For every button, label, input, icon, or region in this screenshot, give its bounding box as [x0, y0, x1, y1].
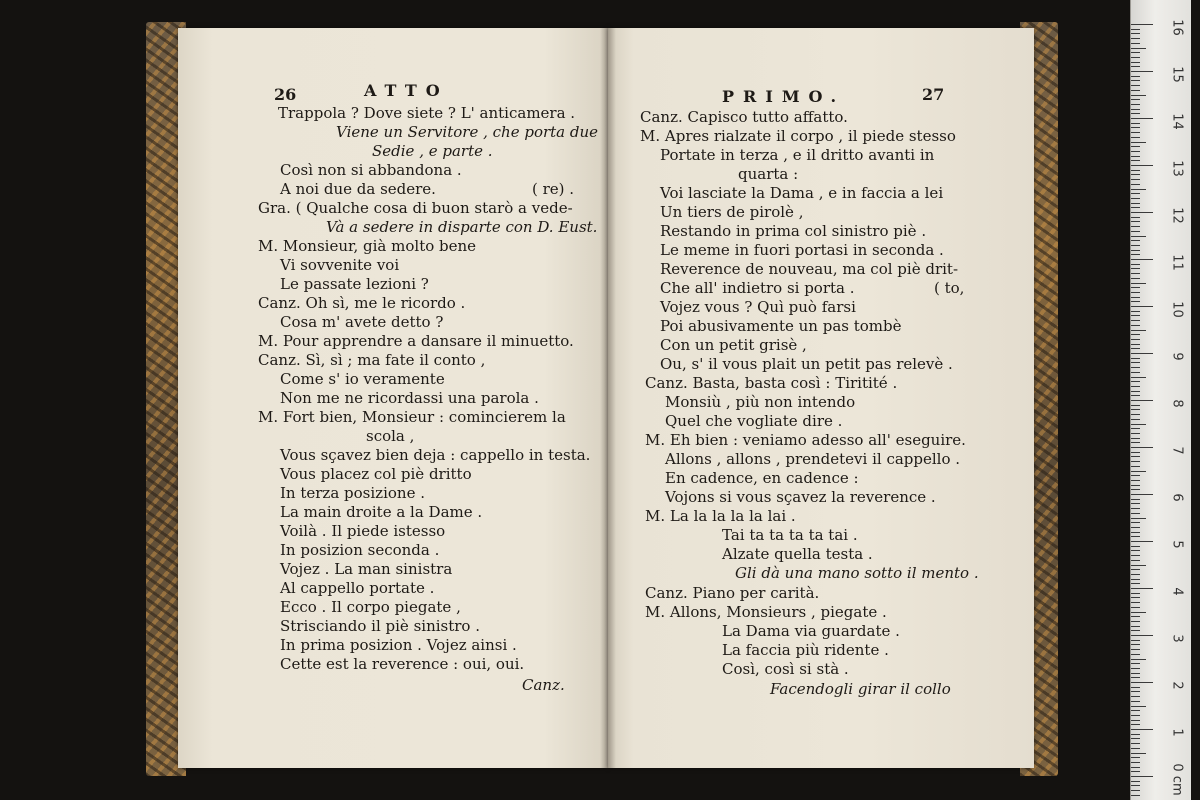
ruler-tick	[1131, 198, 1140, 199]
ruler-tick	[1131, 447, 1153, 448]
ruler-tick	[1131, 259, 1153, 260]
ruler-tick	[1131, 76, 1140, 77]
ruler-tick	[1131, 480, 1140, 481]
ruler-tick	[1131, 344, 1140, 345]
ruler-tick	[1131, 715, 1140, 716]
right_page-line-4: quarta :	[738, 165, 799, 183]
ruler-number: 8	[1169, 399, 1185, 408]
ruler-tick	[1131, 137, 1140, 138]
ruler-tick	[1131, 400, 1153, 401]
ruler-tick	[1131, 757, 1140, 758]
ruler-tick	[1131, 38, 1140, 39]
ruler-tick	[1131, 489, 1140, 490]
right_page-line-6: Un tiers de pirolè ,	[660, 203, 804, 221]
ruler-tick	[1131, 240, 1140, 241]
right_page-line-20: Allons , allons , prendetevi il cappello .	[665, 450, 961, 468]
left_page-line-23: La main droite a la Dame .	[280, 503, 483, 521]
ruler-tick	[1131, 428, 1140, 429]
left_page-line-6: ( re) .	[532, 180, 575, 198]
ruler-tick	[1131, 85, 1140, 86]
ruler-tick	[1131, 673, 1140, 674]
ruler-tick	[1131, 635, 1153, 636]
ruler-tick	[1131, 212, 1153, 213]
right_page-line-9: Reverence de nouveau, ma col piè drit-	[660, 260, 959, 278]
ruler-tick	[1131, 781, 1140, 782]
right-running-head: PRIMO.	[722, 87, 846, 106]
left_page-line-4: Così non si abbandona .	[280, 161, 462, 179]
left_page-line-21: Vous placez col piè dritto	[280, 465, 472, 483]
ruler-tick	[1131, 207, 1140, 208]
ruler-tick	[1131, 499, 1140, 500]
ruler-tick	[1131, 720, 1140, 721]
ruler-tick	[1131, 24, 1153, 25]
ruler-tick	[1131, 66, 1140, 67]
ruler-tick	[1131, 776, 1153, 777]
ruler-tick	[1131, 231, 1140, 232]
ruler-tick	[1131, 264, 1140, 265]
left_page-line-31: Cette est la reverence : oui, oui.	[280, 655, 525, 673]
ruler-tick	[1131, 405, 1140, 406]
ruler-tick	[1131, 574, 1140, 575]
left_page-line-7: Gra. ( Qualche cosa di buon starò a vede-	[258, 199, 573, 217]
left_page-line-18: M. Fort bien, Monsieur : comincierem la	[258, 408, 566, 426]
ruler-tick	[1131, 170, 1140, 171]
ruler-tick	[1131, 414, 1140, 415]
ruler-tick	[1131, 753, 1146, 754]
left_page-line-29: Strisciando il piè sinistro .	[280, 617, 480, 635]
left_page-line-25: In posizion seconda .	[280, 541, 440, 559]
ruler-tick	[1131, 301, 1140, 302]
ruler-tick	[1131, 254, 1140, 255]
ruler-number: 6	[1169, 493, 1185, 502]
ruler-tick	[1131, 790, 1140, 791]
ruler-tick	[1131, 52, 1140, 53]
ruler-tick	[1131, 696, 1140, 697]
right_page-line-1: Canz. Capisco tutto affatto.	[640, 108, 848, 126]
ruler-tick	[1131, 485, 1140, 486]
right_page-line-19: M. Eh bien : veniamo adesso all' eseguire.	[645, 431, 966, 449]
ruler-tick	[1131, 325, 1140, 326]
right_page-line-25: Alzate quella testa .	[722, 545, 873, 563]
ruler-tick	[1131, 189, 1146, 190]
ruler-tick	[1131, 452, 1140, 453]
ruler-tick	[1131, 738, 1140, 739]
ruler-tick	[1131, 560, 1140, 561]
left_page-line-5: A noi due da sedere.	[280, 180, 436, 198]
right_page-line-23: M. La la la la la lai .	[645, 507, 796, 525]
ruler-tick	[1131, 268, 1140, 269]
ruler-tick	[1131, 555, 1140, 556]
ruler-tick	[1131, 503, 1140, 504]
left_page-line-32: Canz.	[522, 676, 565, 694]
left_page-line-15: Canz. Sì, sì ; ma fate il conto ,	[258, 351, 486, 369]
ruler-tick	[1131, 607, 1140, 608]
ruler-tick	[1131, 193, 1140, 194]
ruler-tick	[1131, 127, 1140, 128]
ruler-tick	[1131, 297, 1140, 298]
ruler-tick	[1131, 118, 1153, 119]
ruler-tick	[1131, 771, 1140, 772]
ruler-tick	[1131, 236, 1146, 237]
ruler-tick	[1131, 358, 1140, 359]
ruler-number: 1	[1169, 728, 1185, 737]
ruler-tick	[1131, 132, 1140, 133]
ruler-tick	[1131, 579, 1140, 580]
ruler-tick	[1131, 518, 1146, 519]
ruler-tick	[1131, 630, 1140, 631]
right_page-line-12: Vojez vous ? Quì può farsi	[660, 298, 856, 316]
right_page-line-28: M. Allons, Monsieurs , piegate .	[645, 603, 887, 621]
ruler-tick	[1131, 109, 1140, 110]
ruler-number: 10	[1169, 301, 1185, 318]
ruler-number: 11	[1169, 254, 1185, 271]
right_page-line-17: Monsiù , più non intendo	[665, 393, 856, 411]
ruler-tick	[1131, 156, 1140, 157]
ruler-tick	[1131, 565, 1146, 566]
left-running-head: ATTO	[364, 81, 449, 100]
ruler-tick	[1131, 306, 1153, 307]
right_page-line-27: Canz. Piano per carità.	[645, 584, 820, 602]
right_page-line-10: Che all' indietro si porta .	[660, 279, 855, 297]
left_page-line-2: Viene un Servitore , che porta due	[336, 123, 599, 141]
ruler-tick	[1131, 43, 1140, 44]
right_page-line-22: Vojons si vous sçavez la reverence .	[665, 488, 936, 506]
right-page-number: 27	[922, 85, 945, 104]
right_page-line-14: Con un petit grisè ,	[660, 336, 807, 354]
ruler-tick	[1131, 278, 1140, 279]
ruler-tick	[1131, 292, 1140, 293]
ruler-tick	[1131, 461, 1140, 462]
ruler-tick	[1131, 123, 1140, 124]
ruler-tick	[1131, 527, 1140, 528]
left_page-line-10: Vi sovvenite voi	[280, 256, 400, 274]
ruler-tick	[1131, 687, 1140, 688]
left_page-line-30: In prima posizion . Vojez ainsi .	[280, 636, 517, 654]
ruler-tick	[1131, 541, 1153, 542]
ruler-tick	[1131, 471, 1146, 472]
ruler-tick	[1131, 62, 1140, 63]
ruler-tick	[1131, 663, 1140, 664]
ruler-tick	[1131, 649, 1140, 650]
ruler-tick	[1131, 395, 1140, 396]
ruler-tick	[1131, 640, 1140, 641]
ruler-tick	[1131, 217, 1140, 218]
ruler-tick	[1131, 95, 1146, 96]
ruler-tick	[1131, 386, 1140, 387]
ruler-tick	[1131, 602, 1140, 603]
ruler-number: 2	[1169, 681, 1185, 690]
left-page-number: 26	[274, 85, 297, 104]
ruler-tick	[1131, 569, 1140, 570]
ruler-tick	[1131, 691, 1140, 692]
ruler-tick	[1131, 80, 1140, 81]
ruler-tick	[1131, 494, 1153, 495]
left_page-line-22: In terza posizione .	[280, 484, 425, 502]
ruler-tick	[1131, 466, 1140, 467]
ruler-tick	[1131, 616, 1140, 617]
ruler-number: 15	[1169, 66, 1185, 83]
right_page-line-13: Poi abusivamente un pas tombè	[660, 317, 902, 335]
right_page-line-32: Facendogli girar il collo	[770, 680, 951, 698]
left_page-line-28: Ecco . Il corpo piegate ,	[280, 598, 461, 616]
ruler-tick	[1131, 99, 1140, 100]
ruler-tick	[1131, 659, 1146, 660]
right_page-line-21: En cadence, en cadence :	[665, 469, 859, 487]
ruler-tick	[1131, 174, 1140, 175]
ruler-tick	[1131, 160, 1140, 161]
ruler-number: 7	[1169, 446, 1185, 455]
ruler-tick	[1131, 513, 1140, 514]
left_page-line-16: Come s' io veramente	[280, 370, 445, 388]
right_page-line-26: Gli dà una mano sotto il mento .	[735, 564, 979, 582]
ruler-tick	[1131, 113, 1140, 114]
ruler-tick	[1131, 320, 1140, 321]
ruler-tick	[1131, 710, 1140, 711]
ruler-tick	[1131, 522, 1140, 523]
ruler-number: 0 cm	[1169, 763, 1185, 796]
ruler-tick	[1131, 626, 1140, 627]
ruler-tick	[1131, 785, 1140, 786]
ruler-tick	[1131, 475, 1140, 476]
right_page-line-18: Quel che vogliate dire .	[665, 412, 843, 430]
left_page-line-11: Le passate lezioni ?	[280, 275, 429, 293]
ruler-tick	[1131, 273, 1140, 274]
ruler-tick	[1131, 767, 1140, 768]
ruler-tick	[1131, 550, 1140, 551]
right_page-line-16: Canz. Basta, basta così : Tiritité .	[645, 374, 898, 392]
ruler-tick	[1131, 104, 1140, 105]
ruler-tick	[1131, 588, 1153, 589]
ruler-tick	[1131, 677, 1140, 678]
right_page-line-31: Così, così si stà .	[722, 660, 849, 678]
ruler-tick	[1131, 442, 1140, 443]
ruler-tick	[1131, 546, 1140, 547]
ruler-tick	[1131, 377, 1146, 378]
ruler-tick	[1131, 381, 1140, 382]
ruler-tick	[1131, 90, 1140, 91]
ruler-number: 4	[1169, 587, 1185, 596]
ruler-tick	[1131, 701, 1140, 702]
left_page-line-17: Non me ne ricordassi una parola .	[280, 389, 539, 407]
ruler-tick	[1131, 57, 1140, 58]
ruler-tick	[1131, 71, 1153, 72]
ruler-tick	[1131, 146, 1140, 147]
ruler-number: 12	[1169, 207, 1185, 224]
right_page-line-7: Restando in prima col sinistro piè .	[660, 222, 927, 240]
ruler-tick	[1131, 795, 1140, 796]
ruler-tick	[1131, 362, 1140, 363]
ruler-tick	[1131, 33, 1140, 34]
ruler-tick	[1131, 597, 1140, 598]
right_page-line-15: Ou, s' il vous plait un petit pas relevè .	[660, 355, 953, 373]
ruler-tick	[1131, 48, 1146, 49]
ruler-number: 14	[1169, 113, 1185, 130]
ruler-tick	[1131, 424, 1146, 425]
ruler-tick	[1131, 353, 1153, 354]
left_page-line-26: Vojez . La man sinistra	[280, 560, 453, 578]
ruler-tick	[1131, 29, 1140, 30]
book-gutter	[600, 28, 616, 768]
ruler-tick	[1131, 330, 1146, 331]
right_page-line-11: ( to,	[934, 279, 965, 297]
ruler-tick	[1131, 221, 1140, 222]
ruler-tick	[1131, 348, 1140, 349]
ruler-tick	[1131, 245, 1140, 246]
ruler-tick	[1131, 734, 1140, 735]
ruler-tick	[1131, 621, 1140, 622]
ruler-tick	[1131, 536, 1140, 537]
ruler-number: 3	[1169, 634, 1185, 643]
ruler-tick	[1131, 315, 1140, 316]
right_page-line-30: La faccia più ridente .	[722, 641, 889, 659]
ruler-tick	[1131, 391, 1140, 392]
right_page-line-29: La Dama via guardate .	[722, 622, 900, 640]
ruler-tick	[1131, 372, 1140, 373]
ruler-tick	[1131, 748, 1140, 749]
ruler-tick	[1131, 184, 1140, 185]
left_page-line-14: M. Pour apprendre a dansare il minuetto.	[258, 332, 574, 350]
left_page-line-1: Trappola ? Dove siete ? L' anticamera .	[278, 104, 576, 122]
left_page-line-12: Canz. Oh sì, me le ricordo .	[258, 294, 466, 312]
ruler-number: 13	[1169, 160, 1185, 177]
ruler-tick	[1131, 532, 1140, 533]
ruler-tick	[1131, 724, 1140, 725]
ruler-tick	[1131, 334, 1140, 335]
right_page-line-8: Le meme in fuori portasi in seconda .	[660, 241, 944, 259]
ruler-tick	[1131, 743, 1140, 744]
ruler-tick	[1131, 367, 1140, 368]
ruler-tick	[1131, 654, 1140, 655]
left_page-line-24: Voilà . Il piede istesso	[280, 522, 446, 540]
ruler-tick	[1131, 203, 1140, 204]
right_page-line-3: Portate in terza , e il dritto avanti in	[660, 146, 935, 164]
right_page-line-5: Voi lasciate la Dama , e in faccia a lei	[660, 184, 944, 202]
left_page-line-8: Và a sedere in disparte con D. Eust.	[326, 218, 598, 236]
ruler-tick	[1131, 583, 1140, 584]
ruler-number: 16	[1169, 19, 1185, 36]
ruler-tick	[1131, 433, 1140, 434]
right_page-line-2: M. Apres rialzate il corpo , il piede stesso	[640, 127, 956, 145]
ruler-tick	[1131, 250, 1140, 251]
ruler-tick	[1131, 409, 1140, 410]
ruler-tick	[1131, 456, 1140, 457]
ruler-tick	[1131, 165, 1153, 166]
left_page-line-13: Cosa m' avete detto ?	[280, 313, 444, 331]
left_page-line-27: Al cappello portate .	[280, 579, 435, 597]
ruler-tick	[1131, 706, 1146, 707]
ruler-tick	[1131, 668, 1140, 669]
ruler-tick	[1131, 151, 1140, 152]
ruler-tick	[1131, 142, 1146, 143]
ruler-tick	[1131, 593, 1140, 594]
ruler-number: 5	[1169, 540, 1185, 549]
left_page-line-3: Sedie , e parte .	[372, 142, 493, 160]
ruler-number: 9	[1169, 352, 1185, 361]
ruler-tick	[1131, 226, 1140, 227]
ruler-tick	[1131, 682, 1153, 683]
ruler-tick	[1131, 508, 1140, 509]
left_page-line-9: M. Monsieur, già molto bene	[258, 237, 477, 255]
ruler-tick	[1131, 339, 1140, 340]
measuring-ruler	[1130, 0, 1191, 800]
ruler-tick	[1131, 438, 1140, 439]
ruler-tick	[1131, 762, 1140, 763]
left_page-line-20: Vous sçavez bien deja : cappello in testa.	[280, 446, 591, 464]
ruler-tick	[1131, 644, 1140, 645]
ruler-tick	[1131, 311, 1140, 312]
ruler-tick	[1131, 419, 1140, 420]
right_page-line-24: Tai ta ta ta ta tai .	[722, 526, 858, 544]
ruler-tick	[1131, 179, 1140, 180]
ruler-tick	[1131, 283, 1146, 284]
left_page-line-19: scola ,	[366, 427, 415, 445]
ruler-tick	[1131, 729, 1153, 730]
ruler-tick	[1131, 612, 1146, 613]
ruler-tick	[1131, 287, 1140, 288]
